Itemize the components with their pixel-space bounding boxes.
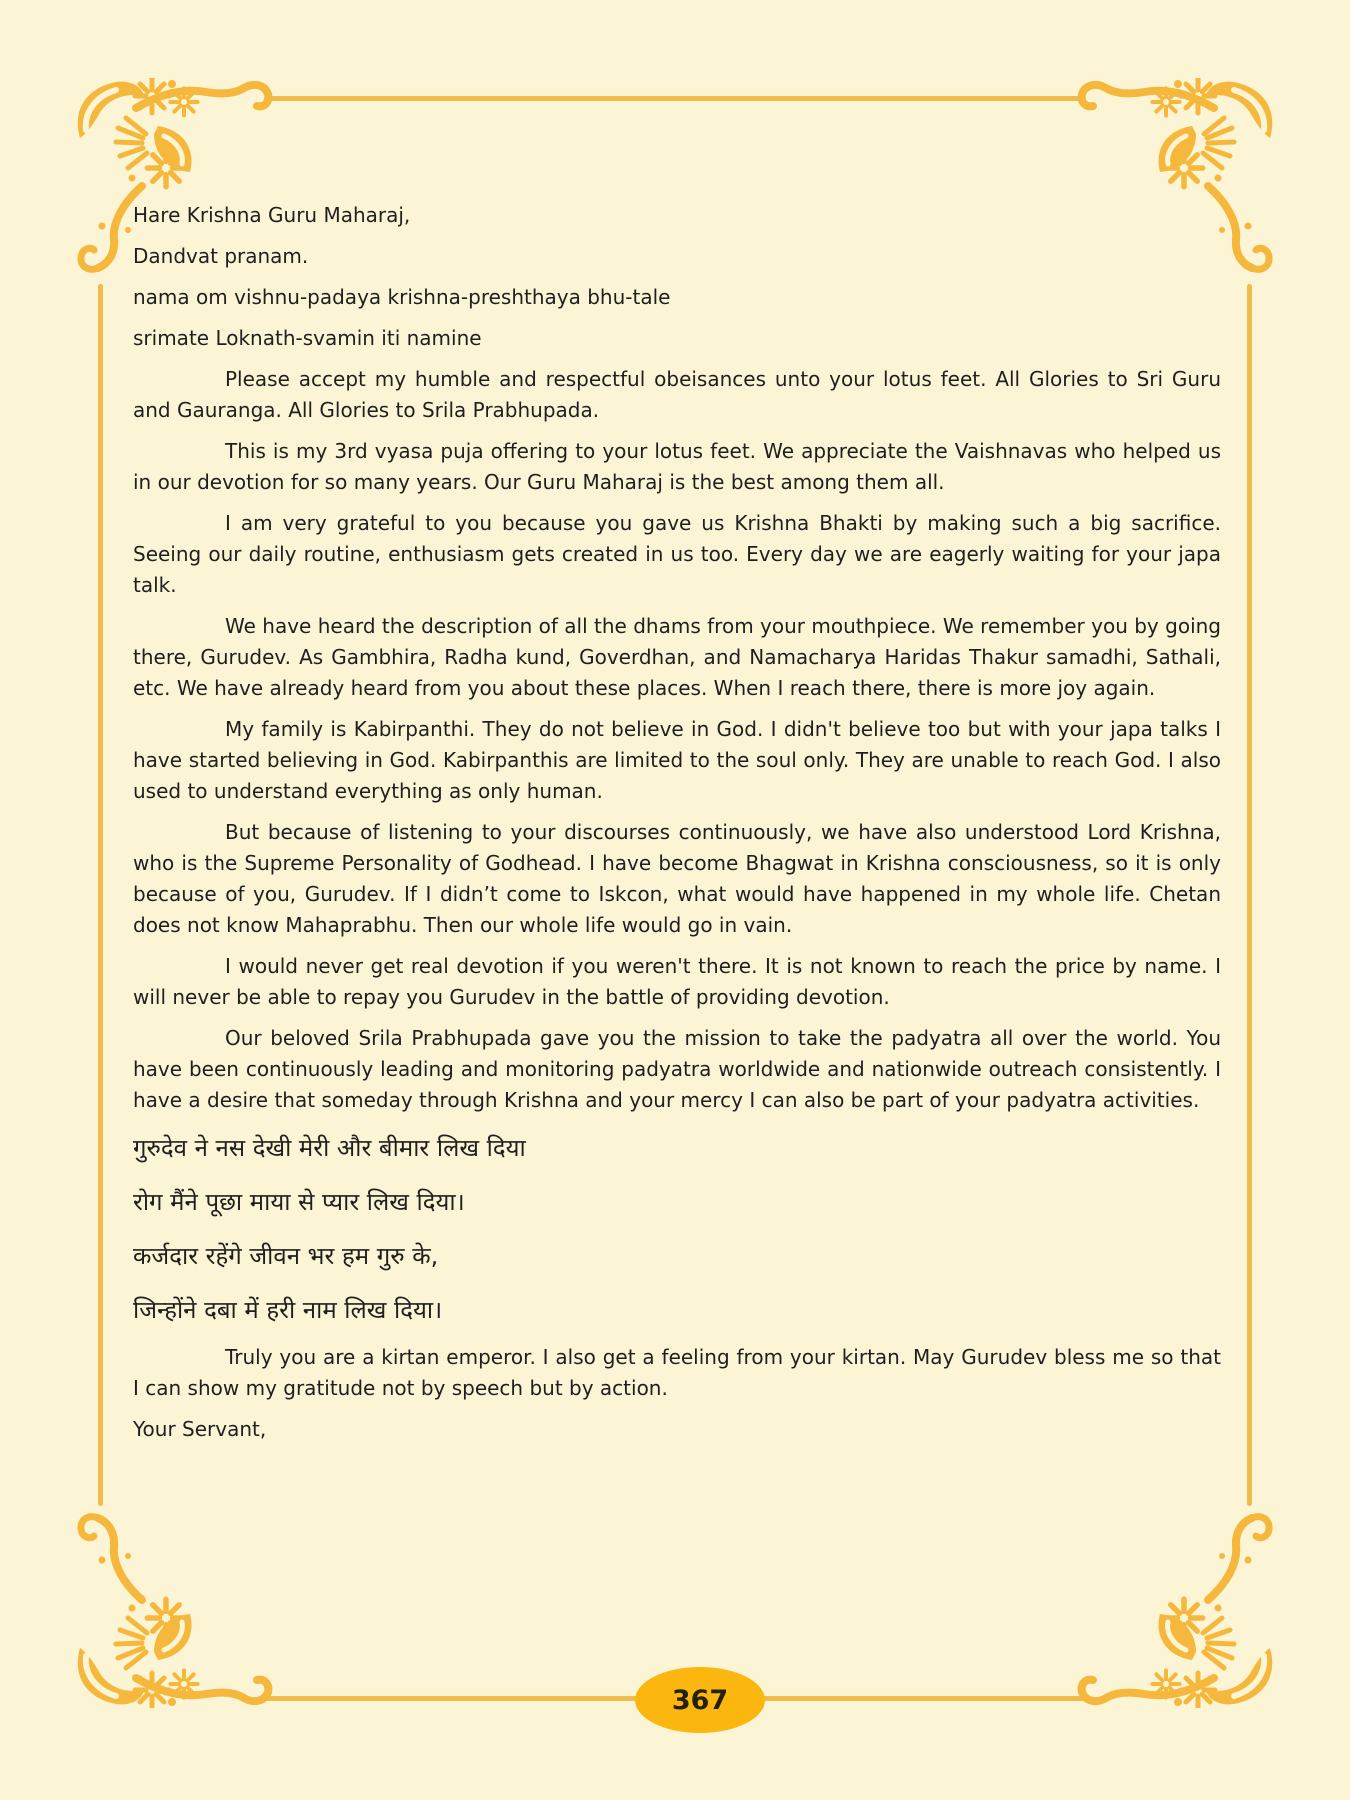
corner-ornament-bottom-right (1068, 1508, 1278, 1708)
letter-content (133, 200, 1221, 1455)
page-number: 367 (671, 1684, 729, 1716)
border-line-top (264, 96, 1086, 101)
mantra-line: nama om vishnu-padaya krishna-preshthaya bhu-tale (133, 285, 671, 309)
hindi-verse-line: जिन्होंने दबा में हरी नाम लिख दिया। (133, 1296, 443, 1324)
letter-paragraph: I am very grateful to you because you gave us Krishna Bhakti by making such a big sacrifice. Seeing our daily routine, enthusiasm gets created in us too. Every day we are eagerly waiting for your japa talk. (133, 511, 1221, 597)
letter-paragraph: Please accept my humble and respectful obeisances unto your lotus feet. All Glories to Sri Guru and Gauranga. All Glories to Srila Prabhupada. (133, 367, 1221, 422)
hindi-verse-line: रोग मैंने पूछा माया से प्यार लिख दिया। (133, 1188, 465, 1216)
letter-paragraph: But because of listening to your discourses continuously, we have also understood Lord Krishna, who is the Supreme Personality of Godhead. I have become Bhagwat in Krishna consciousness, so it is only because of you, Gurudev. If I didn’t come to Iskcon, what would have happened in my whole life. Chetan does not know Mahaprabhu. Then our whole life would go in vain. (133, 820, 1221, 937)
border-line-right (1247, 284, 1252, 1506)
hindi-verse-line: गुरुदेव ने नस देखी मेरी और बीमार लिख दिया (133, 1134, 526, 1162)
hindi-verse-line: कर्जदार रहेंगे जीवन भर हम गुरु के, (133, 1242, 439, 1270)
corner-ornament-bottom-left (72, 1508, 282, 1708)
letter-paragraph: This is my 3rd vyasa puja offering to your lotus feet. We appreciate the Vaishnavas who helped us in our devotion for so many years. Our Guru Maharaj is the best among them all. (133, 439, 1221, 494)
border-line-left (98, 284, 103, 1506)
letter-paragraph: My family is Kabirpanthi. They do not believe in God. I didn't believe too but with your japa talks I have started believing in God. Kabirpanthis are limited to the soul only. They are unable to reach God. I also used to understand everything as only human. (133, 717, 1221, 803)
salutation-line: Hare Krishna Guru Maharaj, (133, 203, 411, 227)
closing-paragraph: Truly you are a kirtan emperor. I also get a feeling from your kirtan. May Gurudev bless me so that I can show my gratitude not by speech but by action. (133, 1345, 1221, 1400)
letter-paragraph: We have heard the description of all the dhams from your mouthpiece. We remember you by going there, Gurudev. As Gambhira, Radha kund, Goverdhan, and Namacharya Haridas Thakur samadhi, Sathali, etc. We have already heard from you about these places. When I reach there, there is more joy again. (133, 614, 1221, 700)
signoff: Your Servant, (133, 1417, 267, 1441)
salutation-line: Dandvat pranam. (133, 244, 309, 268)
letter-paragraph: I would never get real devotion if you weren't there. It is not known to reach the price by name. I will never be able to repay you Gurudev in the battle of providing devotion. (133, 954, 1221, 1009)
page-number-badge (635, 1667, 765, 1733)
mantra-line: srimate Loknath-svamin iti namine (133, 326, 482, 350)
letter-paragraph: Our beloved Srila Prabhupada gave you the mission to take the padyatra all over the world. You have been continuously leading and monitoring padyatra worldwide and nationwide outreach consistently. I have a desire that someday through Krishna and your mercy I can also be part of your padyatra activities. (133, 1026, 1221, 1112)
